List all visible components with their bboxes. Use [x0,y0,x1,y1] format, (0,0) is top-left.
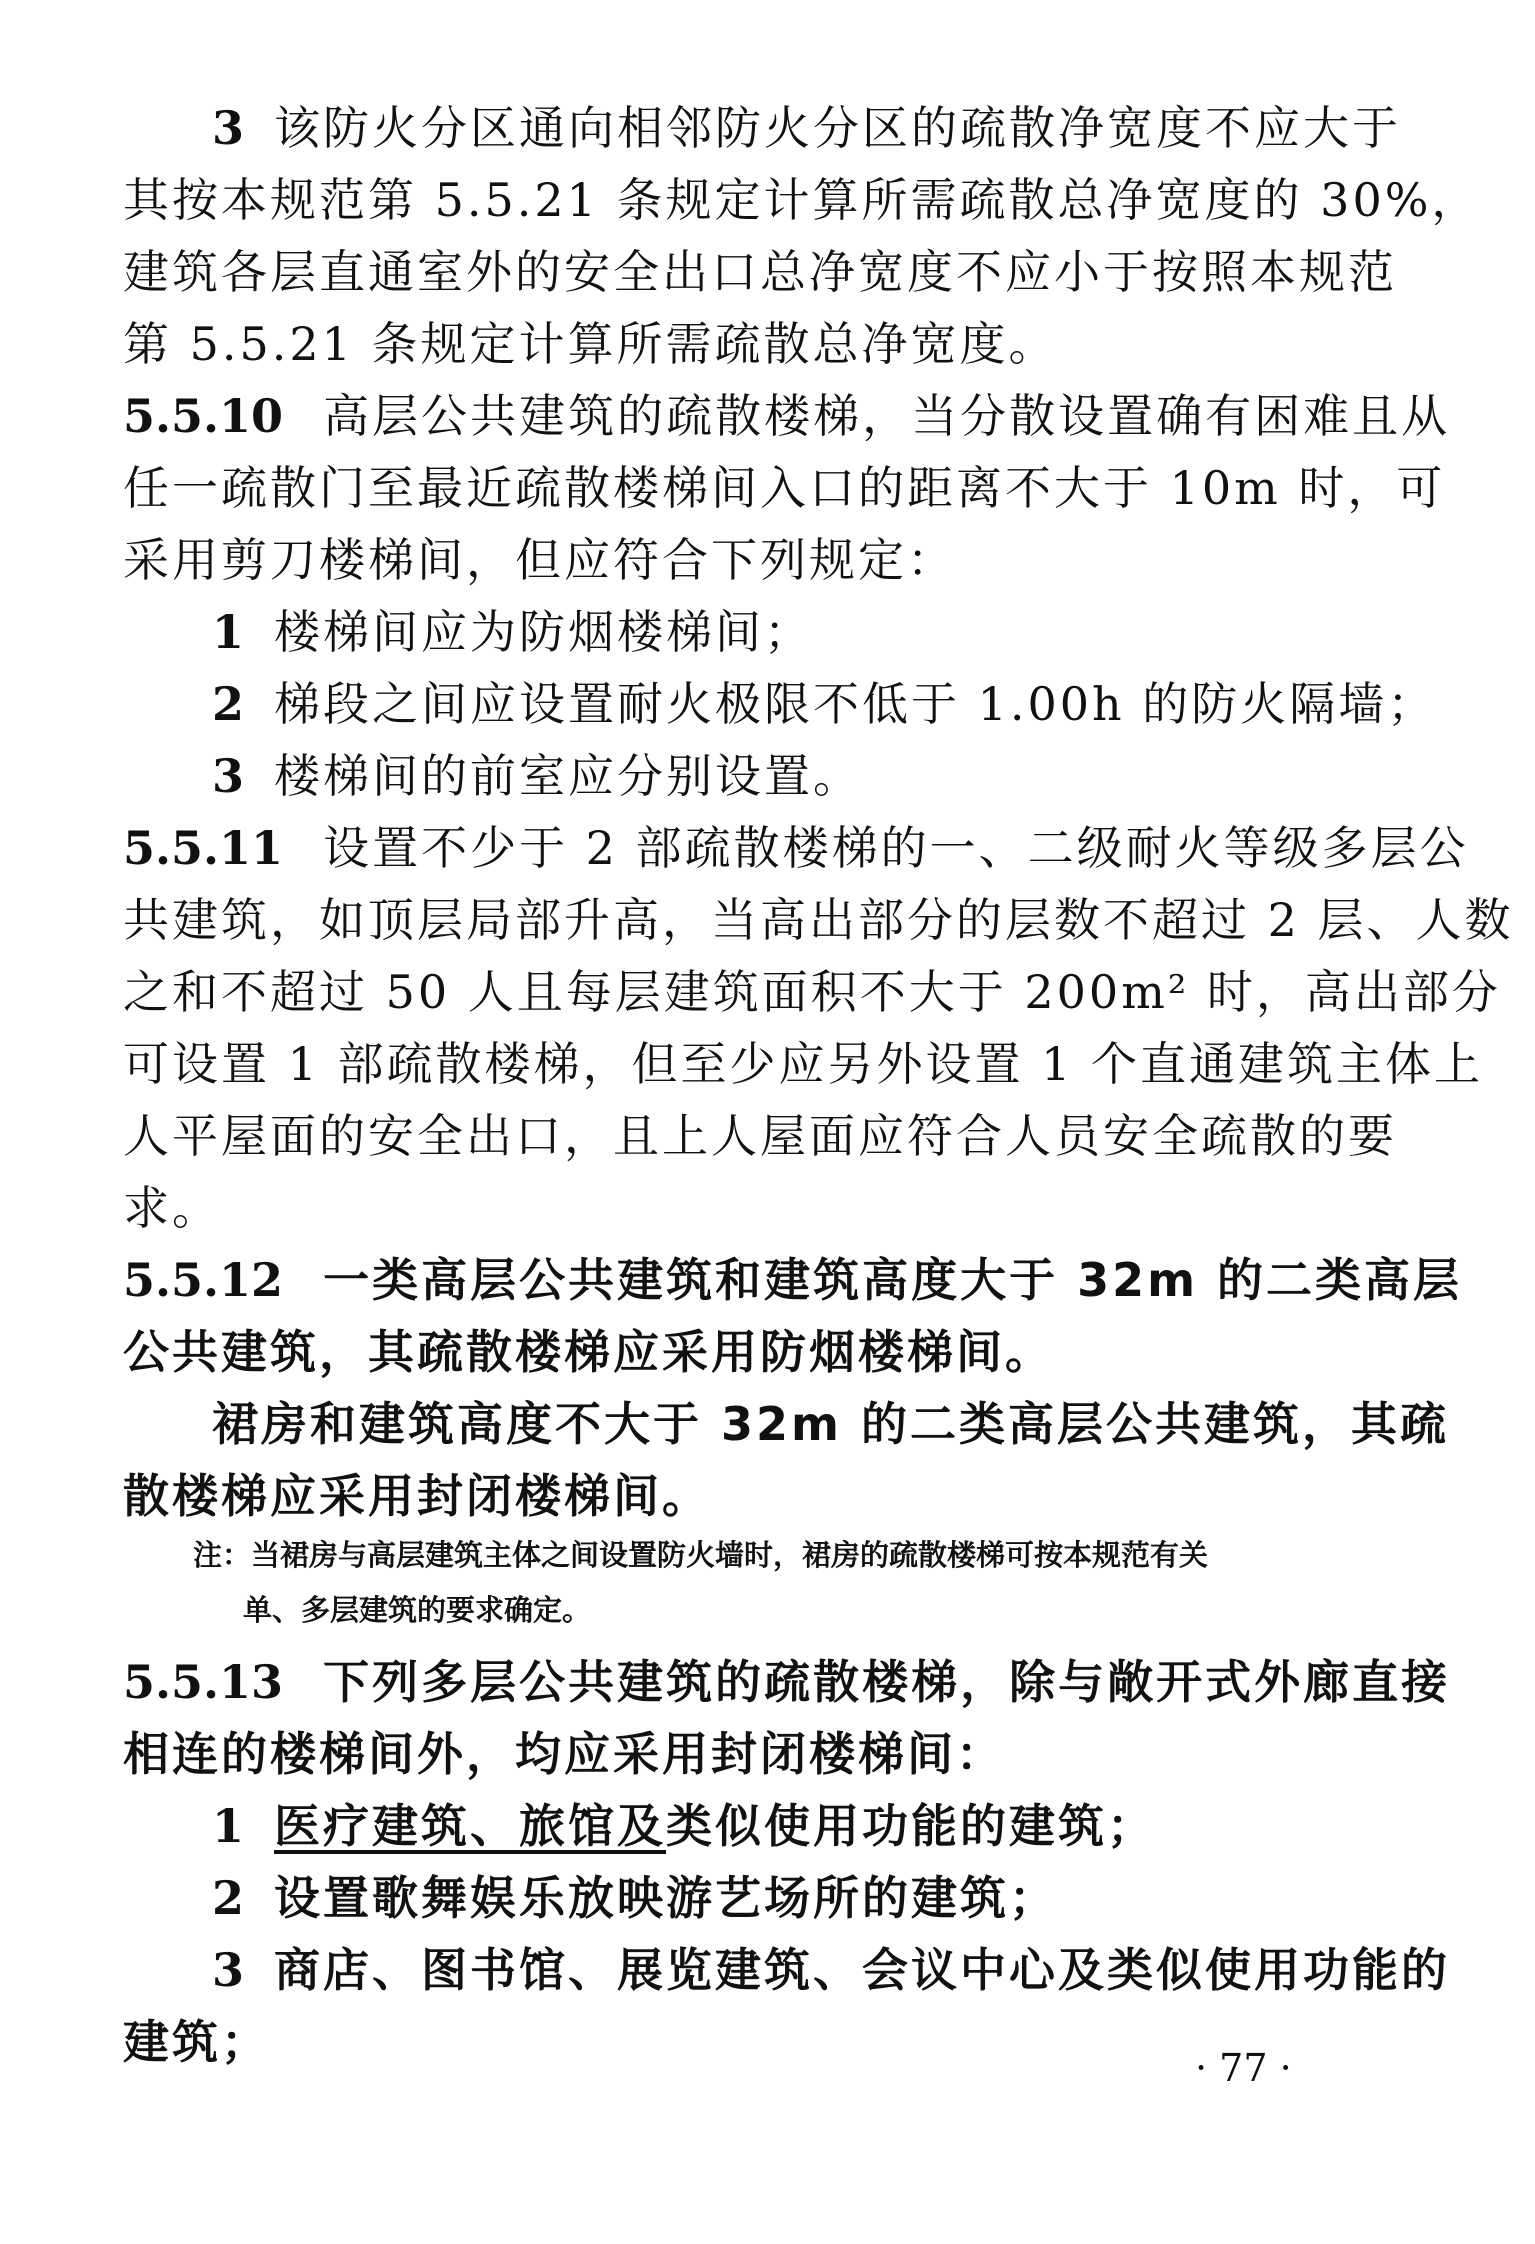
item-number: 3 [212,749,245,803]
text-line: 第 5.5.21 条规定计算所需疏散总净宽度。 [123,317,1058,371]
clause-text: 设置不少于 2 部疏散楼梯的一、二级耐火等级多层公 [323,821,1469,875]
text-line: 采用剪刀楼梯间，但应符合下列规定： [123,533,956,587]
note-line: 单、多层建筑的要求确定。 [243,1593,592,1627]
text-line: 相连的楼梯间外，均应采用封闭楼梯间： [123,1727,1005,1781]
item-text: 类似使用功能的建筑； [666,1799,1156,1853]
text-line: 散楼梯应采用封闭楼梯间。 [123,1469,711,1523]
item-text: 楼梯间的前室应分别设置。 [274,749,862,803]
item-3-first-line [212,98,1401,158]
clause-5512-heading-line [123,1250,1462,1310]
text-line: 求。 [123,1181,221,1235]
list-item [212,674,1436,734]
item-number: 3 [212,1943,245,1997]
text-line: 建筑； [123,2015,270,2069]
clause-5511-heading-line [123,818,1469,878]
clause-5513-heading-line [123,1652,1450,1712]
clause-text: 高层公共建筑的疏散楼梯，当分散设置确有困难且从 [323,389,1451,443]
item-number: 3 [212,101,245,155]
text-line: 建筑各层直通室外的安全出口总净宽度不应小于按照本规范 [123,245,1397,299]
item-text: 商店、图书馆、展览建筑、会议中心及类似使用功能的 [274,1943,1450,1997]
text-line: 裙房和建筑高度不大于 32m 的二类高层公共建筑，其疏 [212,1397,1449,1451]
clause-number: 5.5.13 [123,1655,284,1709]
clause-text: 下列多层公共建筑的疏散楼梯，除与敞开式外廊直接 [323,1655,1451,1709]
text-line: 可设置 1 部疏散楼梯，但至少应另外设置 1 个直通建筑主体上 [123,1037,1484,1091]
page-number: · 77 · [1195,2046,1292,2090]
list-item [212,602,813,662]
text-line: 公共建筑，其疏散楼梯应采用防烟楼梯间。 [123,1325,1054,1379]
underlined-text: 医疗建筑、旅馆及 [274,1799,666,1853]
item-number: 1 [212,605,245,659]
item-number: 2 [212,677,245,731]
note-line: 注：当裙房与高层建筑主体之间设置防火墙时，裙房的疏散楼梯可按本规范有关 [193,1538,1209,1572]
text-line: 共建筑，如顶层局部升高，当高出部分的层数不超过 2 层、人数 [123,893,1514,947]
text-line: 人平屋面的安全出口，且上人屋面应符合人员安全疏散的要 [123,1109,1397,1163]
item-text: 该防火分区通向相邻防火分区的疏散净宽度不应大于 [274,101,1401,155]
text-line: 之和不超过 50 人且每层建筑面积不大于 200m² 时，高出部分 [123,965,1501,1019]
item-number: 2 [212,1871,245,1925]
clause-5510-heading-line [123,386,1450,446]
clause-number: 5.5.12 [123,1253,284,1307]
clause-number: 5.5.10 [123,389,284,443]
list-item [212,746,862,806]
list-item [212,1940,1450,2000]
clause-number: 5.5.11 [123,821,284,875]
item-text: 设置歌舞娱乐放映游艺场所的建筑； [274,1871,1058,1925]
item-text: 楼梯间应为防烟楼梯间； [274,605,813,659]
item-number: 1 [212,1799,245,1853]
clause-text: 一类高层公共建筑和建筑高度大于 32m 的二类高层 [323,1253,1463,1307]
list-item [212,1796,1156,1856]
list-item [212,1868,1058,1928]
text-line: 其按本规范第 5.5.21 条规定计算所需疏散总净宽度的 30%， [123,173,1481,227]
item-text: 梯段之间应设置耐火极限不低于 1.00h 的防火隔墙； [274,677,1437,731]
text-line: 任一疏散门至最近疏散楼梯间入口的距离不大于 10m 时，可 [123,461,1446,515]
